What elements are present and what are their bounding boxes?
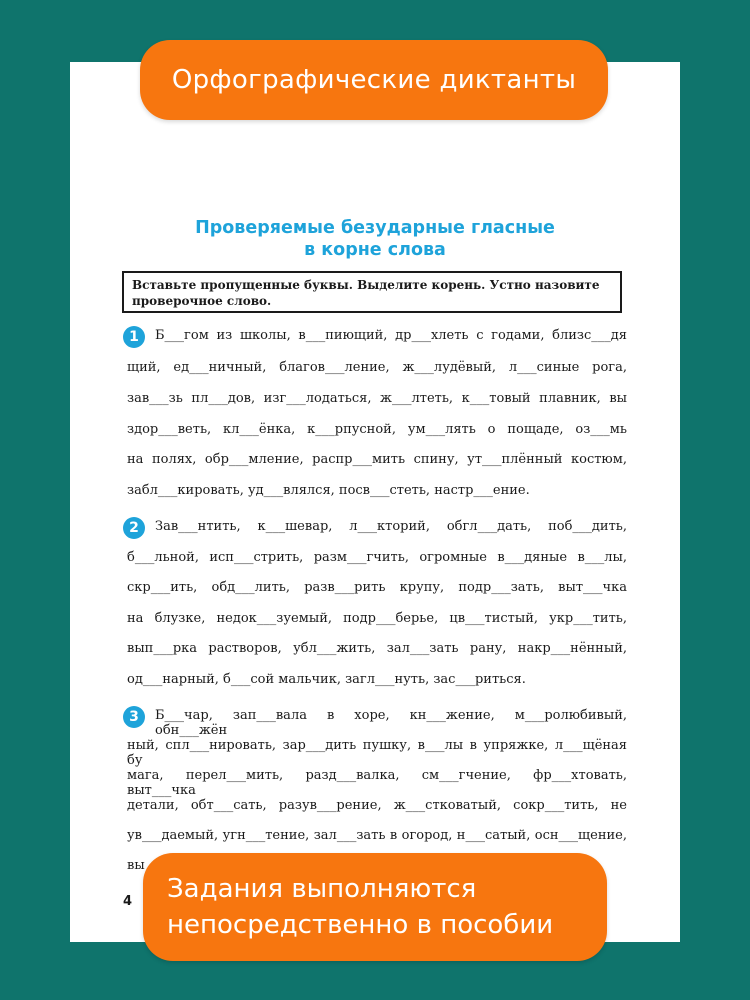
exercise-line: Зав___нтить, к___шевар, л___кторий, обгл___дать, поб___дить, xyxy=(155,519,627,534)
bottom-banner-line1: Задания выполняются xyxy=(167,874,477,904)
exercise-line: детали, обт___сать, разув___рение, ж___стковатый, сокр___тить, не xyxy=(127,798,627,813)
worksheet-page xyxy=(70,62,680,942)
exercise-line: Б___чар, зап___вала в хоре, кн___жение, м___ролюбивый, обн___жён xyxy=(155,708,627,738)
page-title-line1: Проверяемые безударные гласные xyxy=(195,218,555,238)
exercise-line: забл___кировать, уд___влялся, посв___стеть, настр___ение. xyxy=(127,483,530,498)
exercise-line: Б___гом из школы, в___пиющий, др___хлеть с годами, близс___дя xyxy=(155,328,627,343)
exercise-line: ув___даемый, угн___тение, зал___зать в огород, н___сатый, осн___щение, xyxy=(127,828,627,843)
exercise-line: вып___рка растворов, убл___жить, зал___зать рану, накр___нённый, xyxy=(127,641,627,656)
bottom-banner xyxy=(143,853,607,961)
exercise-line: б___льной, исп___стрить, разм___гчить, огромные в___дяные в___лы, xyxy=(127,550,627,565)
page-number: 4 xyxy=(123,894,133,909)
exercise-number-badge: 2 xyxy=(123,517,145,539)
exercise-line: ный, спл___нировать, зар___дить пушку, в___лы в упряжке, л___щёная бу xyxy=(127,738,627,768)
exercise-number-badge: 3 xyxy=(123,706,145,728)
exercise-line: вы xyxy=(127,858,145,873)
instruction-box: Вставьте пропущенные буквы. Выделите корень. Устно назовите проверочное слово. xyxy=(122,271,622,313)
exercise-line: скр___ить, обд___лить, разв___рить крупу, подр___зать, выт___чка xyxy=(127,580,627,595)
exercise-line: на блузке, недок___зуемый, подр___берье, цв___тистый, укр___тить, xyxy=(127,611,627,626)
exercise-number-badge: 1 xyxy=(123,326,145,348)
page-title-line2: в корне слова xyxy=(304,240,446,260)
exercise-line: од___нарный, б___сой мальчик, загл___нуть, зас___риться. xyxy=(127,672,526,687)
exercise-line: мага, перел___мить, разд___валка, см___гчение, фр___хтовать, выт___чка xyxy=(127,768,627,798)
page-title xyxy=(70,217,680,261)
exercise-line: зав___зь пл___дов, изг___лодаться, ж___лтеть, к___товый плавник, вы xyxy=(127,391,627,406)
exercise-line: здор___веть, кл___ёнка, к___рпусной, ум___лять о пощаде, оз___мь xyxy=(127,422,627,437)
exercise-line: щий, ед___ничный, благов___ление, ж___лудёвый, л___синые рога, xyxy=(127,360,627,375)
top-banner: Орфографические диктанты xyxy=(140,40,608,120)
exercise-line: на полях, обр___мление, распр___мить спину, ут___плённый костюм, xyxy=(127,452,627,467)
bottom-banner-line2: непосредственно в пособии xyxy=(167,910,554,940)
